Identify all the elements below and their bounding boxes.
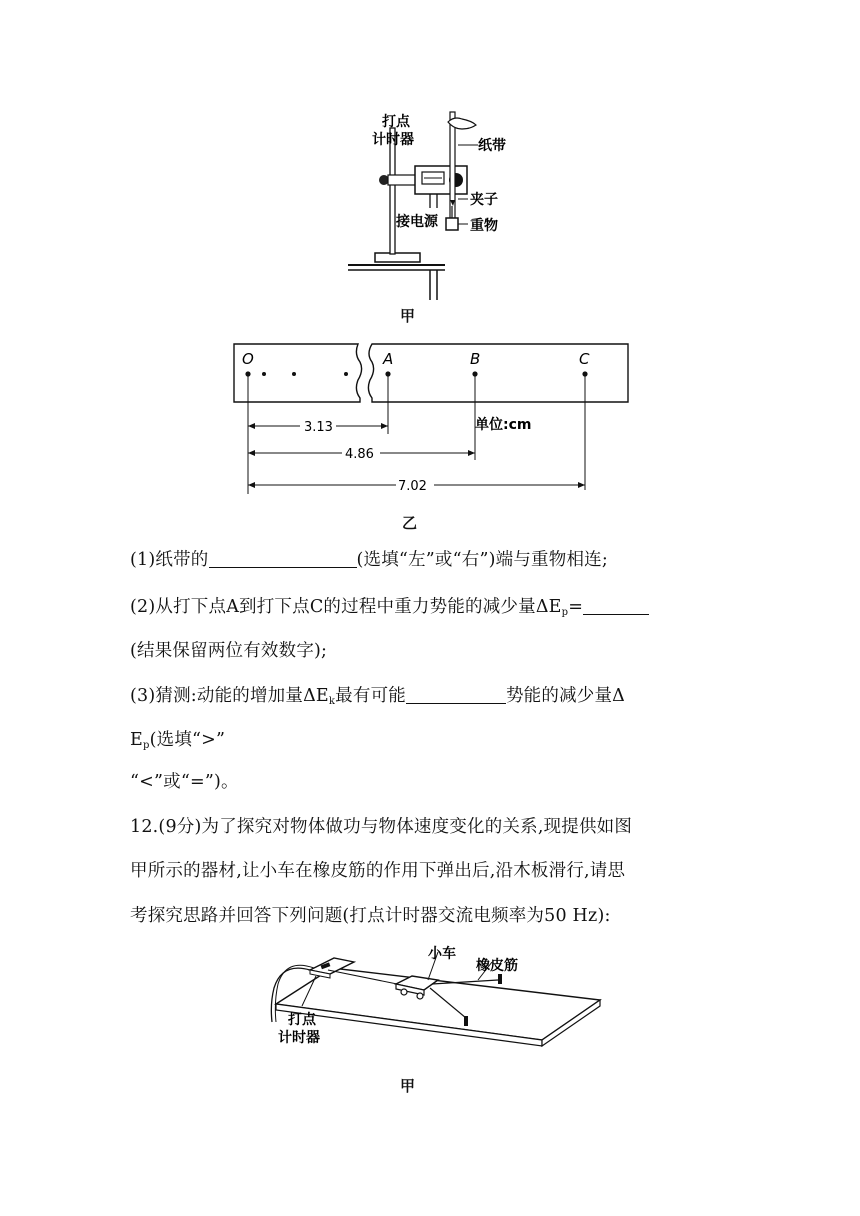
question-12-line-3: 考探究思路并回答下列问题(打点计时器交流电频率为50 Hz): xyxy=(130,906,611,926)
label-clip: 夹子 xyxy=(470,192,498,208)
question-2-line-2: (结果保留两位有效数字); xyxy=(130,641,328,661)
tape-drawing xyxy=(230,340,640,500)
question-1: (1)纸带的 (选填“左”或“右”)端与重物相连; xyxy=(130,550,608,570)
caption-figure-tape: 乙 xyxy=(402,514,418,532)
label-rubber: 橡皮筋 xyxy=(476,958,518,974)
answer-blank-2[interactable] xyxy=(583,596,649,615)
label-power: 接电源 xyxy=(396,214,438,230)
tape-dot xyxy=(344,372,348,376)
cart-board-drawing xyxy=(262,940,602,1050)
label-timer-line1: 打点 xyxy=(382,114,410,130)
answer-blank-3[interactable] xyxy=(406,685,506,704)
question-3-line-2: $E_p$(选填“>” xyxy=(130,730,226,751)
question-2: (2)从打下点A到打下点C的过程中重力势能的减少量$\Delta E_p=$ xyxy=(130,593,649,618)
figure-tape xyxy=(230,340,640,500)
figure-cart-board xyxy=(262,940,602,1050)
tape-dot xyxy=(292,372,296,376)
point-label-a: A xyxy=(383,350,394,368)
label-timer-line1: 打点 xyxy=(288,1012,316,1028)
question-12-line-1: 12.(9分)为了探究对物体做功与物体速度变化的关系,现提供如图 xyxy=(130,817,633,837)
tape-dot xyxy=(262,372,266,376)
point-label-o: O xyxy=(242,350,254,368)
question-3: (3)猜测:动能的增加量$\Delta E_k$最有可能 势能的减少量Δ xyxy=(130,686,626,707)
distance-oa: 3.13 xyxy=(304,420,333,435)
label-tape: 纸带 xyxy=(478,138,506,154)
distance-ob: 4.86 xyxy=(345,447,374,462)
question-12-line-2: 甲所示的器材,让小车在橡皮筋的作用下弹出后,沿木板滑行,请思 xyxy=(130,861,626,881)
unit-label: 单位:cm xyxy=(475,417,532,433)
label-weight: 重物 xyxy=(470,218,498,234)
question-3-line-3: “<”或“=”)。 xyxy=(130,772,239,792)
label-car: 小车 xyxy=(428,946,456,962)
point-label-c: C xyxy=(579,350,590,368)
figure-apparatus xyxy=(340,100,540,305)
apparatus-drawing xyxy=(340,100,540,305)
caption-figure-cart-board: 甲 xyxy=(400,1077,416,1095)
label-timer-line2: 计时器 xyxy=(372,132,414,148)
distance-oc: 7.02 xyxy=(398,479,427,494)
answer-blank-1[interactable] xyxy=(209,549,357,568)
point-label-b: B xyxy=(470,350,481,368)
label-timer-line2: 计时器 xyxy=(278,1030,320,1046)
caption-figure-apparatus: 甲 xyxy=(400,307,416,325)
